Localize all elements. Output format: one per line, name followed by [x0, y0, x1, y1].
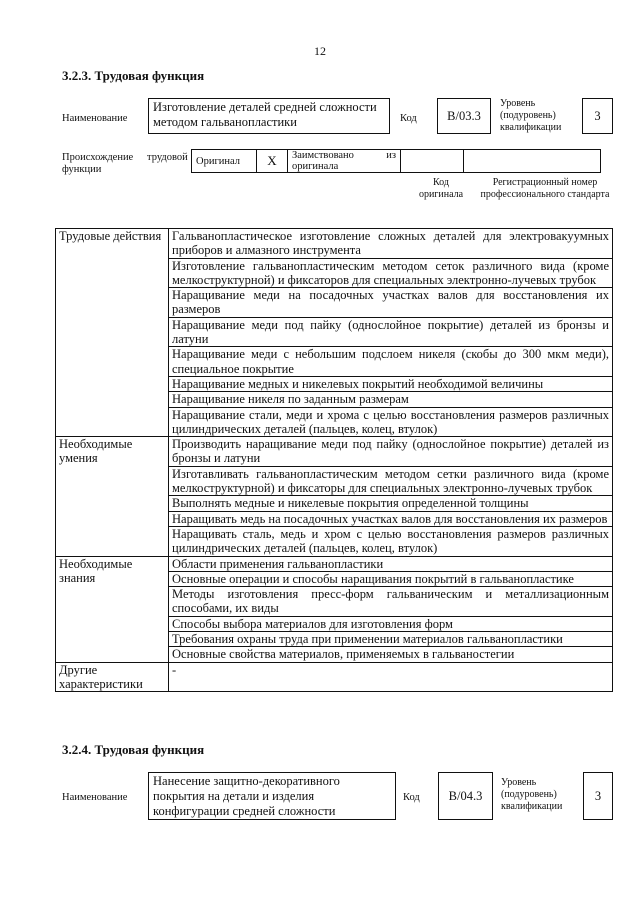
- category-cell: Необходимые умения: [56, 437, 169, 556]
- item-cell: Наращивание медных и никелевых покрытий необходимой величины: [169, 376, 613, 391]
- item-cell: Методы изготовления пресс-форм гальваническим и металлизационным способами, их виды: [169, 587, 613, 617]
- category-cell: Трудовые действия: [56, 229, 169, 437]
- function-name-box: Изготовление деталей средней сложности методом гальванопластики: [148, 98, 390, 134]
- category-cell: Необходимые знания: [56, 556, 169, 662]
- level-value-box-2: 3: [583, 772, 613, 820]
- item-cell: Наращивание стали, меди и хрома с целью восстановления размеров различных цилиндрических деталей (пальцев, колец, втулок): [169, 407, 613, 437]
- item-cell: Способы выбора материалов для изготовления форм: [169, 616, 613, 631]
- level-value-box: 3: [582, 98, 613, 134]
- level-label: Уровень (подуровень) квалификации: [500, 98, 562, 133]
- table-row: [56, 556, 613, 571]
- table-row: [56, 662, 613, 692]
- reg-number-cell: [464, 150, 601, 173]
- item-cell: Выполнять медные и никелевые покрытия определенной толщины: [169, 496, 613, 511]
- item-cell: Основные свойства материалов, применяемых в гальваностегии: [169, 647, 613, 662]
- reg-number-caption: Регистрационный номер профессионального стандарта: [480, 177, 610, 200]
- item-cell: Изготовление гальванопластическим методом сеток различного вида (кроме мелкоструктурной) и фиксаторов для специальных электронно-лучевых трубок: [169, 258, 613, 288]
- level-label-2: Уровень (подуровень) квалификации: [501, 777, 563, 812]
- code-label-2: Код: [403, 792, 420, 803]
- item-cell: Наращивание меди на посадочных участках валов для восстановления их размеров: [169, 288, 613, 318]
- category-cell: Другие характеристики: [56, 662, 169, 692]
- item-cell: Наращивать сталь, медь и хром с целью восстановления размеров различных цилиндрических деталей (пальцев, колец, втулок): [169, 526, 613, 556]
- origin-label-c: функции: [62, 164, 102, 175]
- origin-label-b: трудовой: [147, 152, 188, 163]
- item-cell: Изготавливать гальванопластическим методом сетки различного вида (кроме мелкоструктурной) и фиксаторы для специальных электронно-лучевых трубок: [169, 466, 613, 496]
- table-row: [56, 229, 613, 259]
- code-original-cell: [401, 150, 464, 173]
- item-cell: Требования охраны труда при применении материалов гальванопластики: [169, 632, 613, 647]
- borrowed-cell: [288, 150, 401, 173]
- origin-label-a: Происхождение: [62, 152, 134, 163]
- code-value-box-2: В/04.3: [438, 772, 493, 820]
- function-name-box-2: Нанесение защитно-декоративного покрытия на детали и изделия конфигурации средней сложности: [148, 772, 396, 820]
- section-heading-3-2-4: 3.2.4. Трудовая функция: [62, 742, 205, 757]
- borrowed-label-a: Заимствовано: [292, 150, 354, 161]
- item-cell: Основные операции и способы наращивания покрытий в гальванопластике: [169, 571, 613, 586]
- table-row: [56, 437, 613, 467]
- item-cell: Наращивание меди с небольшим подслоем никеля (скобы до 300 мкм меди), специальное покрытие: [169, 347, 613, 377]
- code-label: Код: [400, 113, 417, 124]
- section-heading-3-2-3: 3.2.3. Трудовая функция: [62, 68, 205, 83]
- original-label: Оригинал: [192, 150, 257, 173]
- page-number: 12: [314, 44, 326, 58]
- borrowed-label-b: из: [386, 150, 396, 161]
- name-label: Наименование: [62, 113, 128, 124]
- borrowed-label-c: оригинала: [292, 161, 339, 172]
- item-cell: Наращивание никеля по заданным размерам: [169, 392, 613, 407]
- item-cell: -: [169, 662, 613, 692]
- code-original-caption: Код оригинала: [418, 177, 464, 200]
- item-cell: Производить наращивание меди под пайку (однослойное покрытие) деталей из бронзы и латуни: [169, 437, 613, 467]
- item-cell: Наращивать медь на посадочных участках валов для восстановления их размеров: [169, 511, 613, 526]
- name-label-2: Наименование: [62, 792, 128, 803]
- origin-table: [191, 149, 601, 173]
- original-mark: X: [257, 150, 288, 173]
- function-details-table: [55, 228, 613, 692]
- item-cell: Наращивание меди под пайку (однослойное покрытие) деталей из бронзы и латуни: [169, 317, 613, 347]
- item-cell: Области применения гальванопластики: [169, 556, 613, 571]
- code-value-box: В/03.3: [437, 98, 491, 134]
- item-cell: Гальванопластическое изготовление сложных деталей для электровакуумных приборов и алмазного инструмента: [169, 229, 613, 259]
